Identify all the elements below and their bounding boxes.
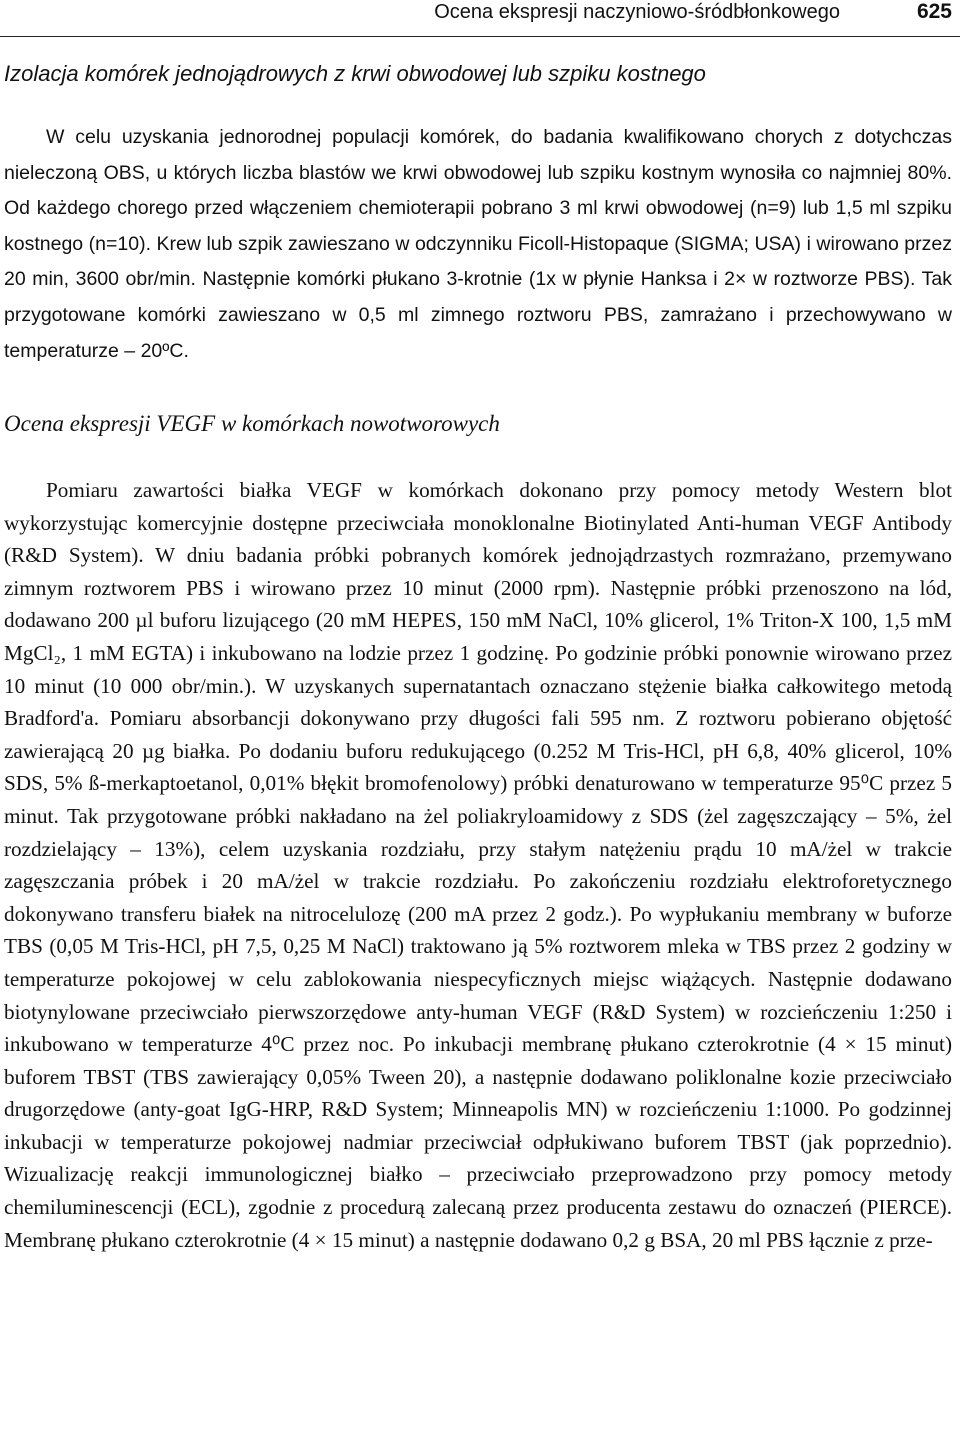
running-title: Ocena ekspresji naczyniowo-śródbłonkowego [434, 1, 840, 23]
page-header [0, 0, 960, 37]
section-heading-isolation: Izolacja komórek jednojądrowych z krwi obwodowej lub szpiku kostnego [4, 61, 706, 86]
section-heading-vegf: Ocena ekspresji VEGF w komórkach nowotworowych [4, 411, 500, 436]
paragraph-vegf: Pomiaru zawartości białka VEGF w komórkach dokonano przy pomocy metody Western blot wykorzystując komercyjnie dostępne przeciwciała monoklonalne Biotinylated Anti-human VEGF Antibody (R&D System). W dniu badania próbki pobranych komórek jednojądrzastych rozmrażano, przemywano zimnym roztworem PBS i wirowano przez 10 minut (2000 rpm). Następnie próbki przenoszono na lód, dodawano 200 µl buforu lizującego (20 mM HEPES, 150 mM NaCl, 10% glicerol, 1% Triton-X 100, 1,5 mM MgCl₂, 1 mM EGTA) i inkubowano na lodzie przez 1 godzinę. Po godzinie próbki ponownie wirowano przez 10 minut (10 000 obr/min.). W uzyskanych supernatantach oznaczano stężenie białka całkowitego metodą Bradford'a. Pomiaru absorbancji dokonywano przy długości fali 595 nm. Z roztworu pobierano objętość zawierającą 20 µg białka. Po dodaniu buforu redukującego (0.252 M Tris-HCl, pH 6,8, 40% glicerol, 10% SDS, 5% ß-merkaptoetanol, 0,01% błękit bromofenolowy) próbki denaturowano w temperaturze 95⁰C przez 5 minut. Tak przygotowane próbki nakładano na żel poliakryloamidowy z SDS (żel zagęszczający – 5%, żel rozdzielający – 13%), celem uzyskania rozdziału, przy stałym natężeniu prądu 10 mA/żel w trakcie zagęszczania próbek i 20 mA/żel w trakcie rozdziału. Po zakończeniu rozdziału elektroforetycznego dokonywano transferu białek na nitrocelulozę (200 mA przez 2 godz.). Po wypłukaniu membrany w buforze TBS (0,05 M Tris-HCl, pH 7,5, 0,25 M NaCl) traktowano ją 5% roztworem mleka w TBS przez 2 godziny w temperaturze pokojowej w celu zablokowania niespecyficznych miejsc wiążących. Następnie dodawano biotynylowane przeciwciało pierwszorzędowe anty-human VEGF (R&D System) w rozcieńczeniu 1:250 i inkubowano w temperaturze 4⁰C przez noc. Po inkubacji membranę płukano czterokrotnie (4 × 15 minut) buforem TBST (TBS zawierający 0,05% Tween 20), a następnie dodawano poliklonalne kozie przeciwciało drugorzędowe (anty-goat IgG-HRP, R&D System; Minneapolis MN) w rozcieńczeniu 1:1000. Po godzinnej inkubacji w temperaturze pokojowej nadmiar przeciwciał odpłukiwano buforem TBST (jak poprzednio). Wizualizację reakcji immunologicznej białko – przeciwciało przeprowadzono przy pomocy metody chemiluminescencji (ECL), zgodnie z procedurą zalecaną przez producenta zestawu do oznaczeń (PIERCE). Membranę płukano czterokrotnie (4 × 15 minut) a następnie dodawano 0,2 g BSA, 20 ml PBS łącznie z prze- [4, 478, 952, 1252]
page-number: 625 [916, 0, 952, 23]
paragraph-isolation: W celu uzyskania jednorodnej populacji komórek, do badania kwalifikowano chorych z dotychczas nieleczoną OBS, u których liczba blastów we krwi obwodowej lub szpiku kostnym wynosiła co najmniej 80%. Od każdego chorego przed włączeniem chemioterapii pobrano 3 ml krwi obwodowej (n=9) lub 1,5 ml szpiku kostnego (n=10). Krew lub szpik zawieszano w odczynniku Ficoll-Histopaque (SIGMA; USA) i wirowano przez 20 min, 3600 obr/min. Następnie komórki płukano 3-krotnie (1x w płynie Hanksa i 2× w roztworze PBS). Tak przygotowane komórki zawieszano w 0,5 ml zimnego roztworu PBS, zamrażano i przechowywano w temperaturze – 20ºC. [4, 126, 952, 362]
